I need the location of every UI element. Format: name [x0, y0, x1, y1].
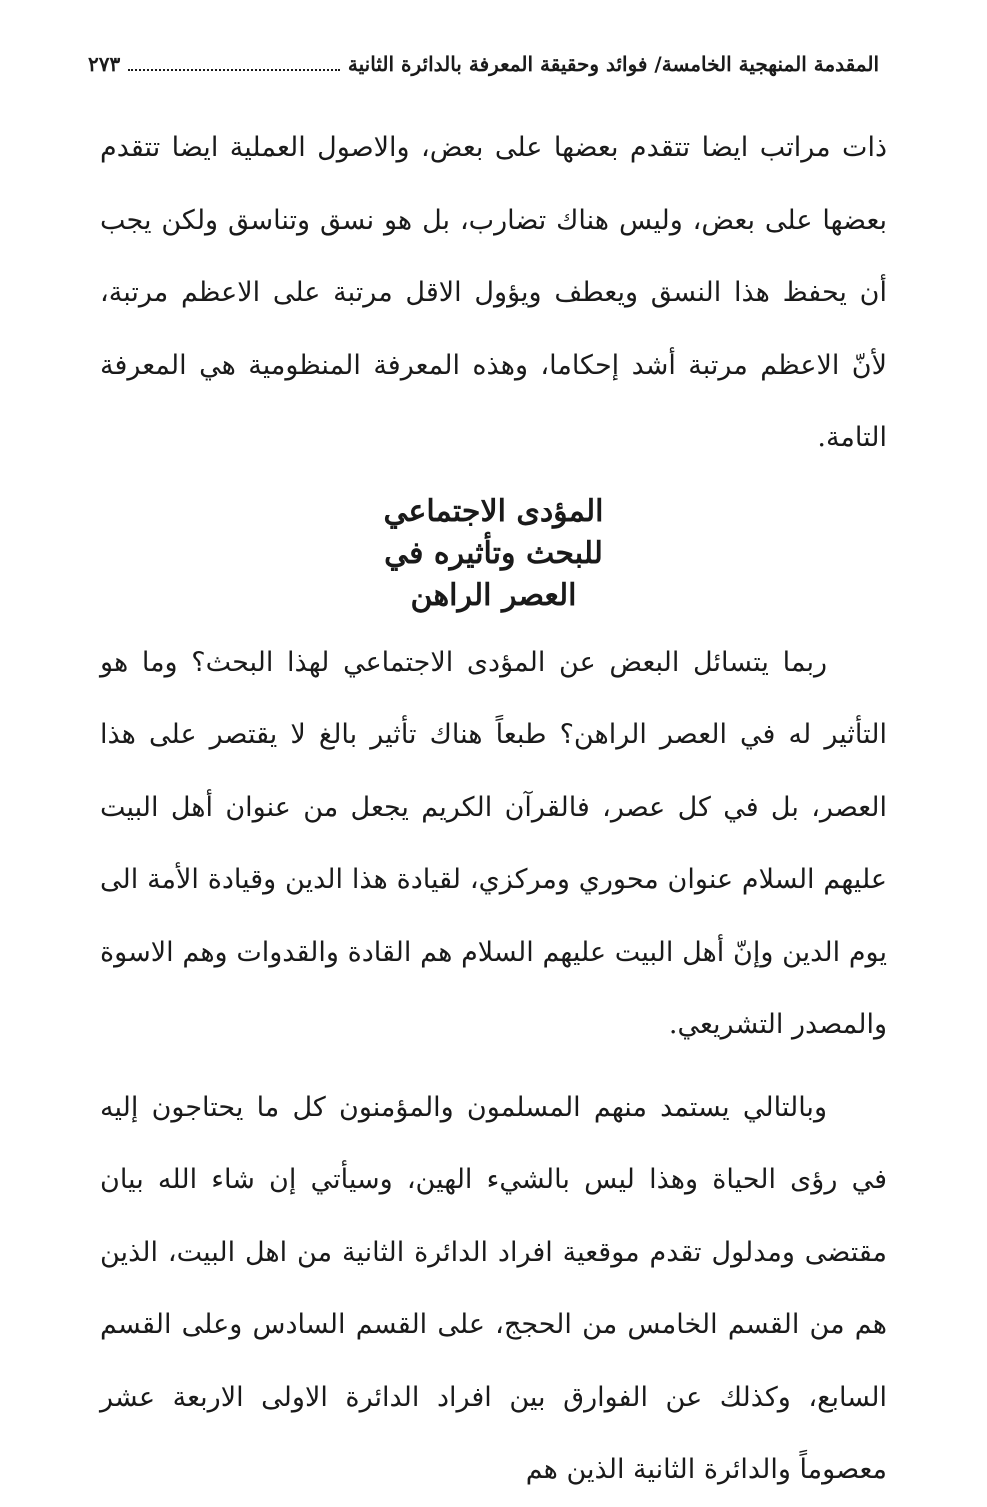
running-header: [88, 44, 879, 84]
heading-line-1: المؤدى الاجتماعي: [383, 493, 604, 529]
dotted-leader: [128, 57, 340, 71]
heading-line-2: للبحث وتأثيره في: [384, 535, 603, 571]
body-text: [100, 112, 887, 1507]
header-title: المقدمة المنهجية الخامسة/ فوائد وحقيقة المعرفة بالدائرة الثانية: [347, 52, 879, 76]
heading-line-3: العصر الراهن: [410, 577, 577, 613]
section-heading: [100, 491, 887, 617]
paragraph-2: ربما يتسائل البعض عن المؤدى الاجتماعي لهذا البحث؟ وما هو التأثير له في العصر الراهن؟ طبعاً هناك تأثير بالغ لا يقتصر على هذا العصر، بل في كل عصر، فالقرآن الكريم يجعل من عنوان أهل البيت عليهم السلام عنوان محوري ومركزي، لقيادة هذا الدين وقيادة الأمة الى يوم الدين وإنّ أهل البيت عليهم السلام هم القادة والقدوات وهم الاسوة والمصدر التشريعي.: [100, 646, 887, 1040]
paragraph-3: وبالتالي يستمد منهم المسلمون والمؤمنون كل ما يحتاجون إليه في رؤى الحياة وهذا ليس بالشيء الهين، وسيأتي إن شاء الله بيان مقتضى ومدلول تقدم موقعية افراد الدائرة الثانية من اهل البيت، الذين هم من القسم الخامس من الحجج، على القسم السادس وعلى القسم السابع، وكذلك عن الفوارق بين افراد الدائرة الاولى الاربعة عشر معصوماً والدائرة الثانية الذين هم: [100, 1091, 887, 1485]
paragraph-1: ذات مراتب ايضا تتقدم بعضها على بعض، والاصول العملية ايضا تتقدم بعضها على بعض، وليس هناك تضارب، بل هو نسق وتناسق ولكن يجب أن يحفظ هذا النسق ويعطف ويؤول الاقل مرتبة على الاعظم مرتبة، لأنّ الاعظم مرتبة أشد إحكاما، وهذه المعرفة المنظومية هي المعرفة التامة.: [100, 132, 887, 453]
page-number: ٢٧٣: [88, 52, 121, 76]
paragraph-gap: [100, 1062, 887, 1072]
